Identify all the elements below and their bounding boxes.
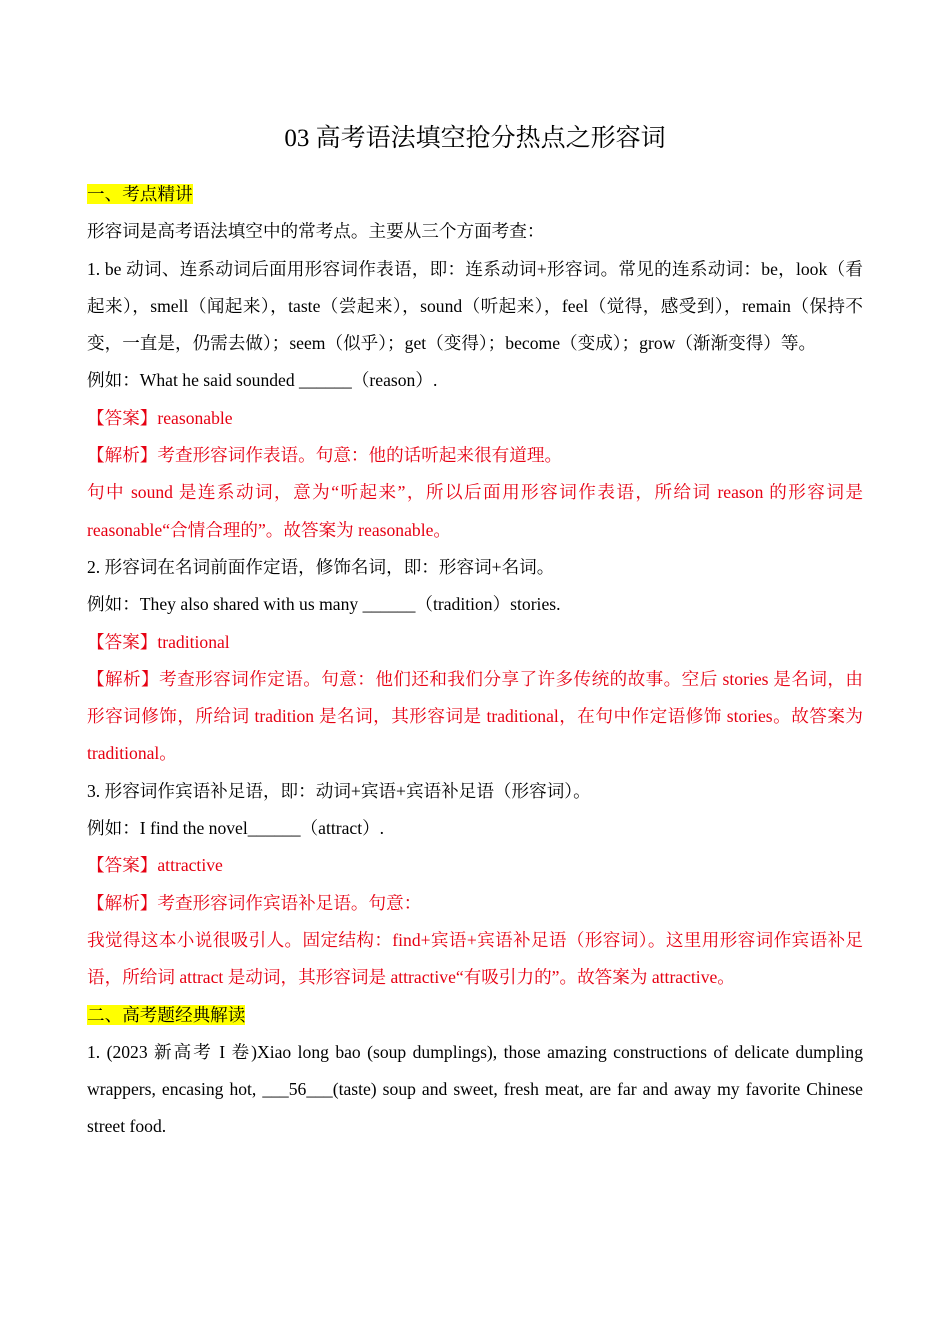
section-heading-1-text: 一、考点精讲 [87, 184, 193, 204]
answer-1: 【答案】reasonable [87, 407, 233, 428]
intro-paragraph: 形容词是高考语法填空中的常考点。主要从三个方面考查： [87, 221, 545, 242]
analysis-3-line: 【解析】考查形容词作宾语补足语。句意： [87, 892, 422, 913]
section-heading-2 [87, 997, 863, 1034]
example-1: 例如：What he said sounded ______（reason）. [87, 370, 438, 391]
page-title: 03 高考语法填空抢分热点之形容词 [284, 125, 666, 152]
point-2-paragraph: 2. 形容词在名词前面作定语，修饰名词，即：形容词+名词。 [87, 556, 555, 577]
answer-3: 【答案】attractive [87, 855, 223, 876]
document-body [87, 176, 863, 1146]
analysis-1-line: 【解析】考查形容词作表语。句意：他的话听起来很有道理。 [87, 445, 563, 466]
section-heading-1 [87, 176, 863, 213]
question-1: 1. (2023 新高考 I 卷)Xiao long bao (soup dumplings), those amazing constructions of delicate dumpling wrappers, encasing hot, ___56___(taste) soup and sweet, fresh meat, are far and away my favorite Chinese street food. [87, 1041, 863, 1137]
point-3-paragraph: 3. 形容词作宾语补足语，即：动词+宾语+宾语补足语（形容词）。 [87, 780, 591, 801]
analysis-2-body: 【解析】考查形容词作定语。句意：他们还和我们分享了许多传统的故事。空后 stories 是名词，由形容词修饰，所给词 tradition 是名词，其形容词是 traditional，在句中作定语修饰 stories。故答案为 traditional。 [87, 668, 863, 764]
point-1-paragraph: 1. be 动词、连系动词后面用形容词作表语，即：连系动词+形容词。常见的连系动词：be，look（看起来），smell（闻起来），taste（尝起来），sound（听起来），feel（觉得，感受到），remain（保持不变，一直是，仍需去做）；seem（似乎）；get（变得）；become（变成）；grow（渐渐变得）等。 [87, 258, 863, 354]
example-3: 例如：I find the novel______（attract）. [87, 818, 385, 839]
example-2: 例如：They also shared with us many ______（tradition）stories. [87, 594, 561, 615]
analysis-1-body: 句中 sound 是连系动词，意为“听起来”，所以后面用形容词作表语，所给词 reason 的形容词是 reasonable“合情合理的”。故答案为 reasonable。 [87, 482, 863, 540]
analysis-3-body: 我觉得这本小说很吸引人。固定结构：find+宾语+宾语补足语（形容词）。这里用形容词作宾语补足语，所给词 attract 是动词，其形容词是 attractive“有吸引力的”。故答案为 attractive。 [87, 929, 863, 988]
answer-2: 【答案】traditional [87, 631, 230, 652]
section-heading-2-text: 二、高考题经典解读 [87, 1004, 246, 1025]
